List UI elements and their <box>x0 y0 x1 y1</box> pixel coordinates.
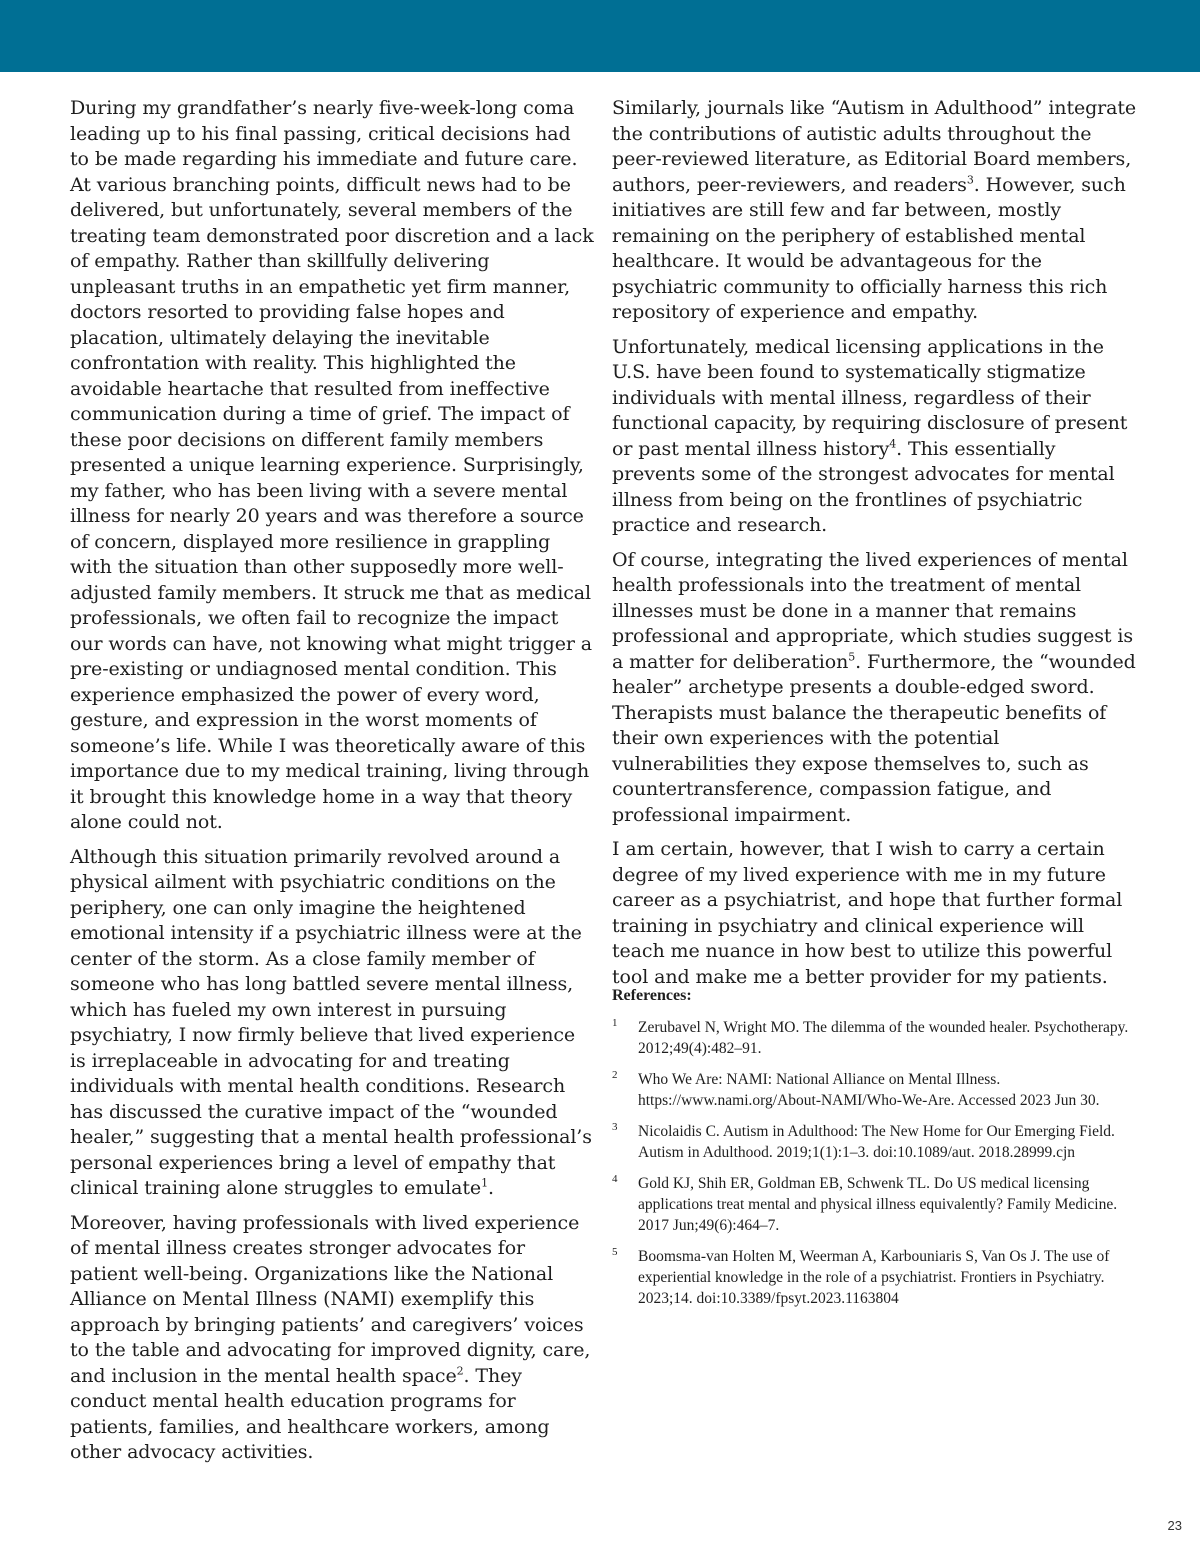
reference-text: Gold KJ, Shih ER, Goldman EB, Schwenk TL. Do US medical licensing applications treat mental and physical illness equivalently? Family Medicine. 2017 Jun;49(6):464–7. <box>638 1175 1118 1234</box>
paragraph-text: Unfortunately, medical licensing applications in the U.S. have been found to systematically stigmatize individuals with mental illness, regardless of their functional capacity, by requiring disclosure of present or past mental illness history <box>612 335 1128 460</box>
paragraph-text: Moreover, having professionals with lived experience of mental illness creates stronger advocates for patient well-being. Organizations like the National Alliance on Mental Illness (NAMI) exemplify this approach by bringing patients’ and caregivers’ voices to the table and advocating for improved dignity, care, and inclusion in the mental health space <box>70 1211 591 1387</box>
reference-number: 3 <box>612 1121 618 1133</box>
references-title: References: <box>612 987 692 1004</box>
paragraph-text: . This essentially prevents some of the strongest advocates for mental illness from being on the frontlines of psychiatric practice and research. <box>612 437 1115 536</box>
paragraph <box>612 96 1137 326</box>
references-section <box>612 985 1137 1319</box>
reference-item <box>612 1017 1137 1059</box>
citation-marker: 5 <box>848 650 856 664</box>
citation-marker: 3 <box>966 173 974 187</box>
reference-text: Who We Are: NAMI: National Alliance on Mental Illness. https://www.nami.org/About-NAMI/Who-We-Are. Accessed 2023 Jun 30. <box>638 1071 1100 1109</box>
reference-text: Boomsma-van Holten M, Weerman A, Karbouniaris S, Van Os J. The use of experiential knowledge in the role of a psychiatrist. Frontiers in Psychiatry. 2023;14. doi:10.3389/fpsyt.2023.1163804 <box>638 1248 1110 1307</box>
citation-marker: 4 <box>889 437 897 451</box>
paragraph-text: Although this situation primarily revolved around a physical ailment with psychiatric conditions on the periphery, one can only imagine the heightened emotional intensity if a psychiatric illness were at the center of the storm. As a close family member of someone who has long battled severe mental illness, which has fueled my own interest in pursuing psychiatry, I now firmly believe that lived experience is irreplaceable in advocating for and treating individuals with mental health conditions. Research has discussed the curative impact of the “wounded healer,” suggesting that a mental health professional’s personal experiences bring a level of empathy that clinical training alone struggles to emulate <box>70 845 592 1199</box>
right-column <box>612 96 1137 999</box>
page-number: 23 <box>1167 1518 1182 1533</box>
paragraph: During my grandfather’s nearly five-week-long coma leading up to his final passing, critical decisions had to be made regarding his immediate and future care. At various branching points, difficult news had to be delivered, but unfortunately, several members of the treating team demonstrated poor discretion and a lack of empathy. Rather than skillfully delivering unpleasant truths in an empathetic yet firm manner, doctors resorted to providing false hopes and placation, ultimately delaying the inevitable confrontation with reality. This highlighted the avoidable heartache that resulted from ineffective communication during a time of grief. The impact of these poor decisions on different family members presented a unique learning experience. Surprisingly, my father, who has been living with a severe mental illness for nearly 20 years and was therefore a source of concern, displayed more resilience in grappling with the situation than other supposedly more well-adjusted family members. It struck me that as medical professionals, we often fail to recognize the impact our words can have, not knowing what might trigger a pre-existing or undiagnosed mental condition. This experience emphasized the power of every word, gesture, and expression in the worst moments of someone’s life. While I was theoretically aware of this importance due to my medical training, living through it brought this knowledge home in a way that theory alone could not. <box>70 97 594 833</box>
reference-text: Nicolaidis C. Autism in Adulthood: The New Home for Our Emerging Field. Autism in Adulthood. 2019;1(1):1–3. doi:10.1089/aut. 2018.28999.cjn <box>638 1123 1115 1161</box>
reference-number: 5 <box>612 1246 618 1258</box>
paragraph-text: Similarly, journals like “Autism in Adulthood” integrate the contributions of autistic adults throughout the peer-reviewed literature, as Editorial Board members, authors, peer-reviewers, and readers <box>612 97 1137 196</box>
reference-item <box>612 1069 1137 1111</box>
reference-number: 1 <box>612 1017 618 1029</box>
paragraph: I am certain, however, that I wish to carry a certain degree of my lived experience with me in my future career as a psychiatrist, and hope that further formal training in psychiatry and clinical experience will teach me nuance in how best to utilize this powerful tool and make me a better provider for my patients. <box>612 838 1123 988</box>
paragraph-text: . However, such initiatives are still few and far between, mostly remaining on the periphery of established mental healthcare. It would be advantageous for the psychiatric community to officially harness this rich repository of experience and empathy. <box>612 173 1126 323</box>
header-band <box>0 0 1200 72</box>
reference-item <box>612 1121 1137 1163</box>
reference-number: 4 <box>612 1173 618 1185</box>
paragraph <box>70 845 595 1202</box>
paragraph-text: . <box>487 1177 494 1199</box>
citation-marker: 2 <box>456 1364 464 1378</box>
left-column <box>70 96 595 1475</box>
reference-item <box>612 1246 1137 1309</box>
paragraph-text: . Furthermore, the “wounded healer” archetype presents a double-edged sword. Therapists must balance the therapeutic benefits of their own experiences with the potential vulnerabilities they expose themselves to, such as countertransference, compassion fatigue, and professional impairment. <box>612 650 1136 826</box>
paragraph <box>612 548 1137 829</box>
paragraph-text: Of course, integrating the lived experiences of mental health professionals into the treatment of mental illnesses must be done in a manner that remains professional and appropriate, which studies suggest is a matter for deliberation <box>612 548 1134 673</box>
paragraph <box>612 335 1137 539</box>
reference-number: 2 <box>612 1069 618 1081</box>
reference-text: Zerubavel N, Wright MO. The dilemma of the wounded healer. Psychotherapy. 2012;49(4):482–91. <box>638 1019 1129 1057</box>
paragraph <box>70 1211 595 1466</box>
reference-item <box>612 1173 1137 1236</box>
citation-marker: 1 <box>481 1176 488 1190</box>
paragraph-text: . They conduct mental health education programs for patients, families, and healthcare workers, among other advocacy activities. <box>70 1364 550 1463</box>
